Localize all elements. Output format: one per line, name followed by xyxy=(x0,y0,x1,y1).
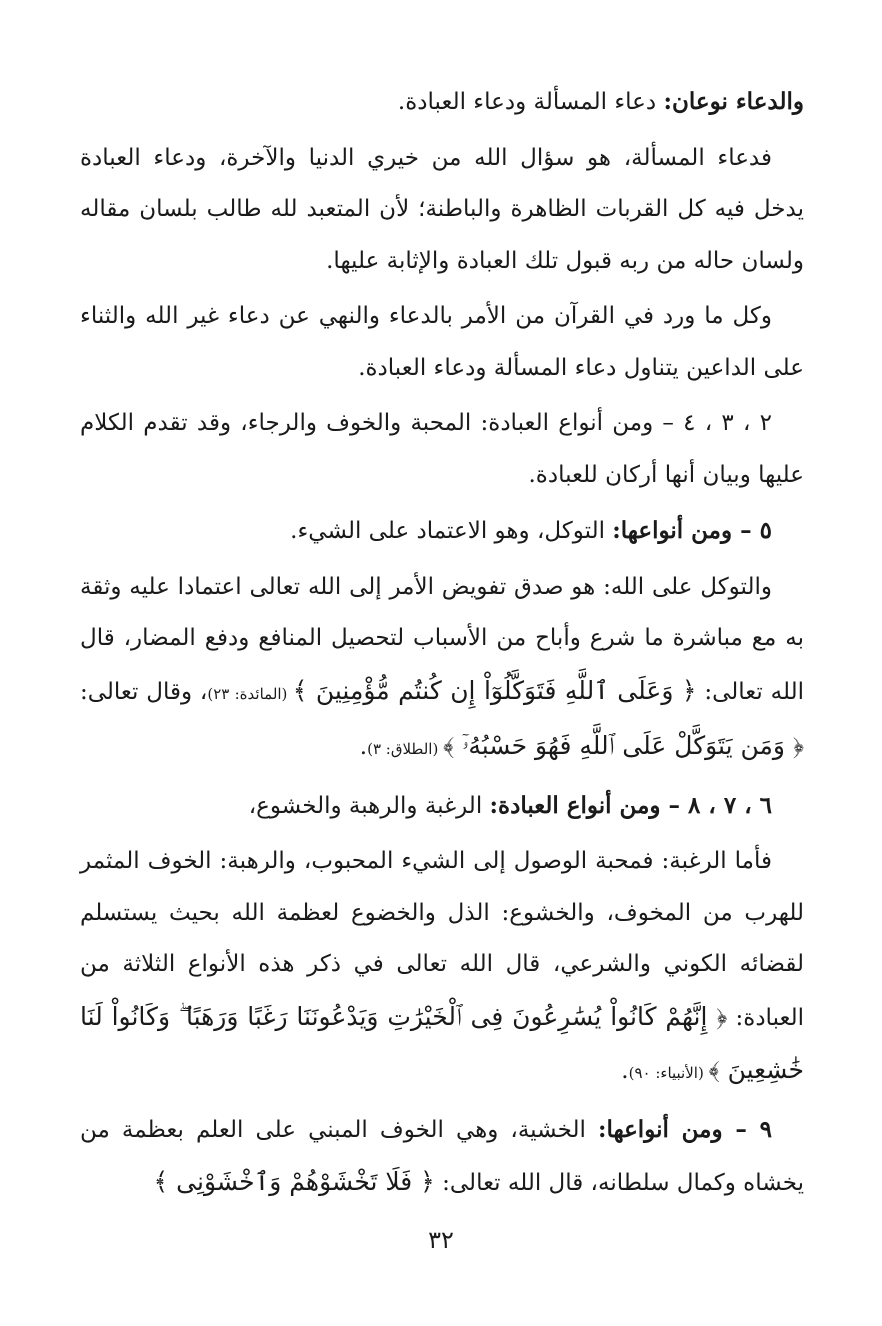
paragraph-dua-types xyxy=(80,76,804,129)
quran-verse: ﴿ إِنَّهُمْ كَانُواْ يُسَٰرِعُونَ فِى ٱلْخَيْرَٰتِ وَيَدْعُونَنَا رَغَبًا وَرَهَبًا ۖ وَكَانُواْ لَنَا خَٰشِعِينَ ﴾ xyxy=(80,1001,804,1084)
paragraph-raghba-heading xyxy=(80,780,804,833)
paragraph-text: الخشية، وهي الخوف المبني على العلم بعظمة من يخشاه وكمال سلطانه، قال الله تعالى: xyxy=(80,1116,804,1196)
paragraph-text: الرغبة والرهبة والخشوع، xyxy=(248,792,490,819)
punctuation: . xyxy=(359,734,368,760)
paragraph-text: ٢ ، ٣ ، ٤ – ومن أنواع العبادة: المحبة والخوف والرجاء، وقد تقدم الكلام عليها وبيان أنها أركان للعبادة. xyxy=(80,410,804,488)
verse-reference: (الأنبياء: ٩٠) xyxy=(628,1064,709,1082)
item-number: ٥ – xyxy=(732,517,772,544)
paragraph-text: وكل ما ورد في القرآن من الأمر بالدعاء والنهي عن دعاء غير الله والثناء على الداعين يتناول دعاء المسألة ودعاء العبادة. xyxy=(80,303,804,381)
quran-verse: ﴿ وَمَن يَتَوَكَّلْ عَلَى ٱللَّهِ فَهُوَ حَسْبُهُۥٓ ﴾ xyxy=(443,731,804,760)
paragraph-love-fear-hope xyxy=(80,398,804,501)
page-body xyxy=(80,76,804,1214)
paragraph-quran-dua xyxy=(80,291,804,394)
paragraph-text: والتوكل على الله: هو صدق تفويض الأمر إلى الله تعالى اعتمادا عليه وثقة به مع مباشرة ما شرع وأباح من الأسباب لتحصيل المنافع ودفع المضار، قال الله تعالى: xyxy=(80,573,804,705)
paragraph-text: ، وقال تعالى: xyxy=(80,678,208,705)
punctuation: . xyxy=(621,1058,629,1084)
paragraph-raghba-definition xyxy=(80,836,804,1100)
quran-verse: ﴿ وَعَلَى ٱللَّهِ فَتَوَكَّلُوٓاْ إِن كُنتُم مُّؤْمِنِينَ ﴾ xyxy=(292,675,697,705)
paragraph-tawakkul-definition xyxy=(80,562,804,776)
paragraph-text: دعاء المسألة ودعاء العبادة. xyxy=(397,89,664,115)
verse-reference: (المائدة: ٢٣) xyxy=(207,684,293,703)
paragraph-text: فدعاء المسألة، هو سؤال الله من خيري الدنيا والآخرة، ودعاء العبادة يدخل فيه كل القربات الظاهرة والباطنة؛ لأن المتعبد لله طالب بلسان مقاله ولسان حاله من ربه قبول تلك العبادة والإثابة عليها. xyxy=(80,144,804,274)
heading-types: ومن أنواعها: xyxy=(612,517,733,544)
paragraph-dua-definition xyxy=(80,133,804,288)
paragraph-khashya xyxy=(80,1104,804,1210)
page-number: ٣٢ xyxy=(428,1226,454,1254)
heading-types: ومن أنواع العبادة: xyxy=(489,791,661,819)
heading-types: ومن أنواعها: xyxy=(597,1115,723,1143)
paragraph-text: التوكل، وهو الاعتماد على الشيء. xyxy=(290,518,613,544)
item-number: ٩ – xyxy=(722,1115,773,1143)
item-number: ٦ ، ٧ ، ٨ – xyxy=(660,791,772,819)
verse-reference: (الطلاق: ٣) xyxy=(367,740,444,758)
heading-dua-types: والدعاء نوعان: xyxy=(663,88,804,115)
paragraph-tawakkul-heading xyxy=(80,505,804,558)
paragraph-text: فأما الرغبة: فمحبة الوصول إلى الشيء المحبوب، والرهبة: الخوف المثمر للهرب من المخوف، والخشوع: الذل والخضوع لعظمة الله بحيث يستسلم لقضائه الكوني والشرعي، قال الله تعالى في ذكر هذه الأنواع الثلاثة من العبادة: xyxy=(80,848,804,1031)
quran-verse: ﴿ فَلَا تَخْشَوْهُمْ وَٱخْشَوْنِى ﴾ xyxy=(153,1167,435,1196)
